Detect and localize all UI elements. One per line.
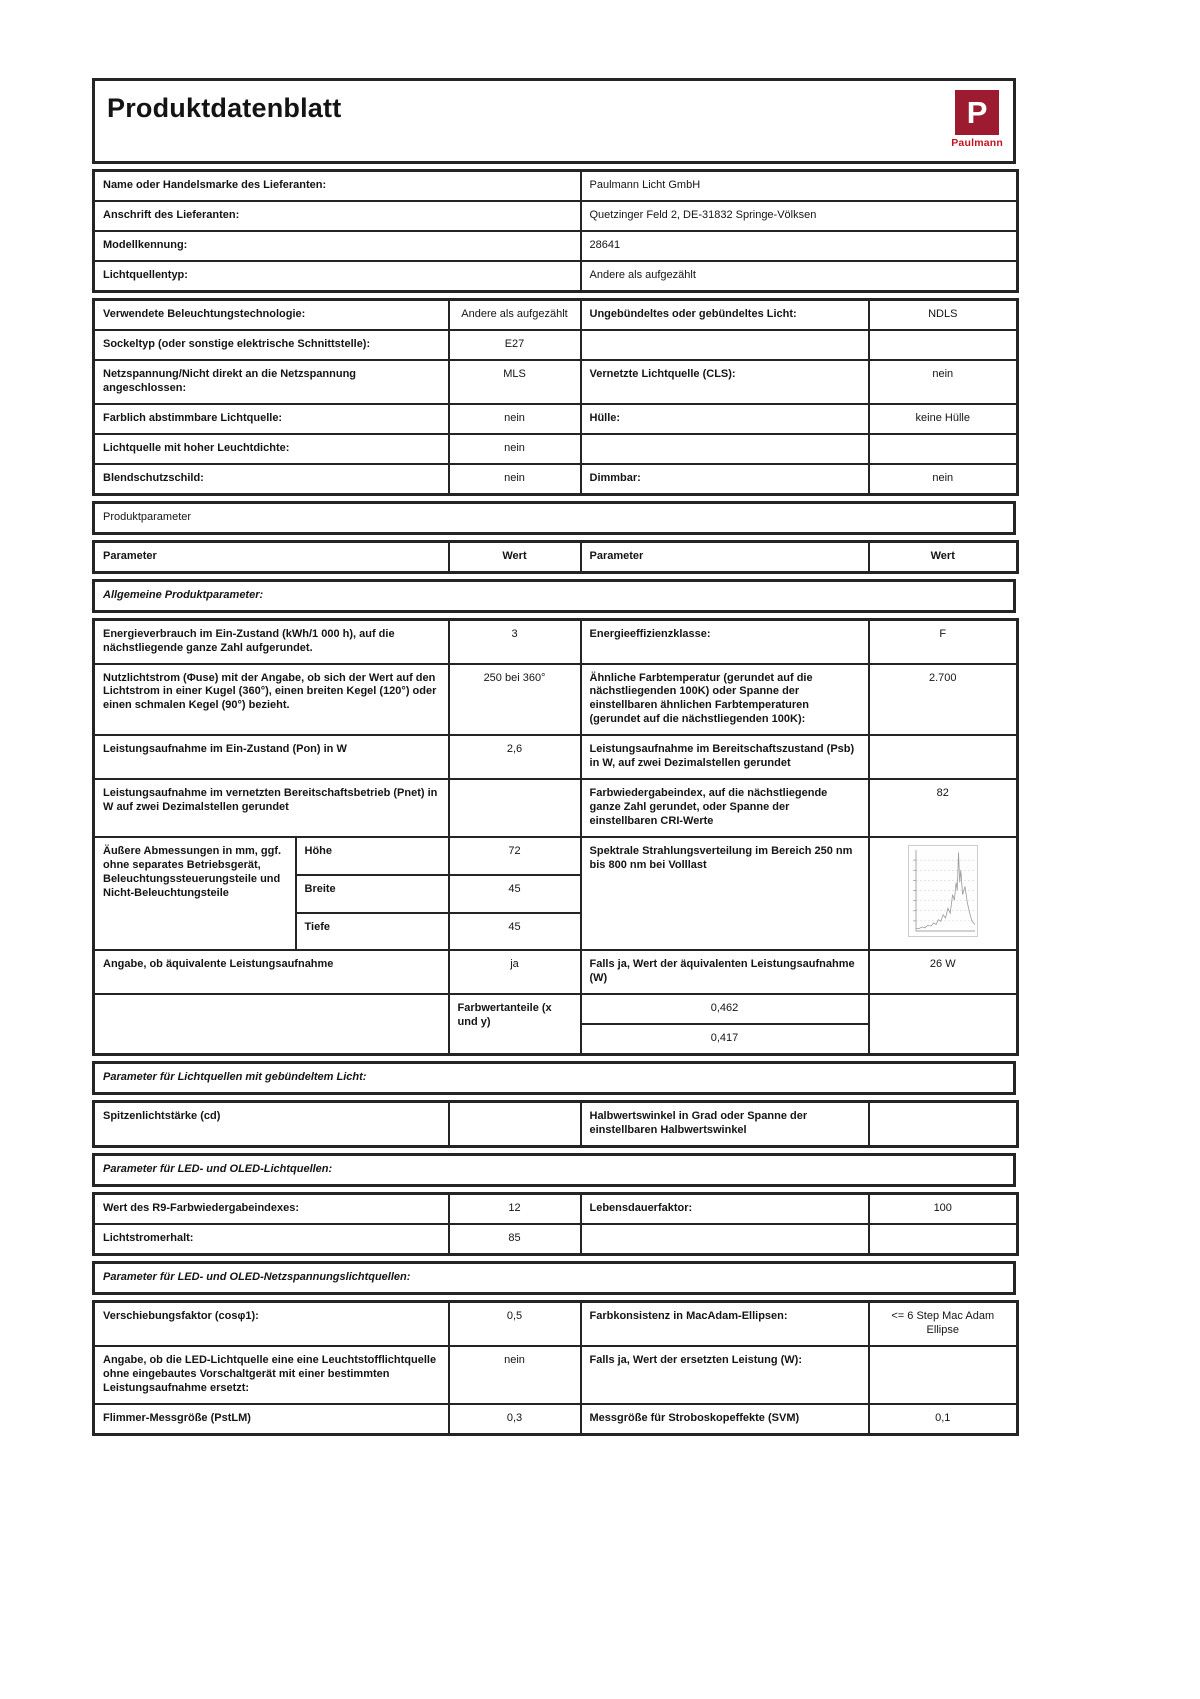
spectral-label-cell: Spektrale Strahlungsverteilung im Bereich 250 nm bis 800 nm bei Volllast: [581, 837, 869, 950]
table-row: [94, 360, 1018, 404]
table-row: [94, 664, 1018, 736]
value-cell: [869, 434, 1018, 464]
label-cell: Energieeffizienzklasse:: [581, 619, 869, 663]
label-cell: Leistungsaufnahme im Bereitschaftszustand (Psb) in W, auf zwei Dezimalstellen gerundet: [581, 735, 869, 779]
beamed-parameters-table: [92, 1100, 1019, 1148]
value-cell: keine Hülle: [869, 404, 1018, 434]
value-cell: Paulmann Licht GmbH: [581, 171, 1018, 201]
value-cell: Andere als aufgezählt: [581, 261, 1018, 291]
table-row: [94, 994, 1018, 1024]
label-cell: Farbwiedergabeindex, auf die nächstliegende ganze Zahl gerundet, oder Spanne der einstellbaren CRI-Werte: [581, 779, 869, 837]
label-cell: Verwendete Beleuchtungstechnologie:: [94, 299, 449, 329]
label-cell: Netzspannung/Nicht direkt an die Netzspannung angeschlossen:: [94, 360, 449, 404]
header-cell: Wert: [449, 541, 581, 572]
table-row: [94, 779, 1018, 837]
table-row: [94, 171, 1018, 201]
value-cell: 0,1: [869, 1404, 1018, 1434]
empty-cell: [94, 994, 449, 1054]
label-cell: Angabe, ob die LED-Lichtquelle eine eine Leuchtstofflichtquelle ohne eingebautes Vorschaltgerät mit einer bestimmten Leistungsaufnahme ersetzt:: [94, 1346, 449, 1404]
table-row: [94, 261, 1018, 291]
label-cell: Hülle:: [581, 404, 869, 434]
table-row: [94, 1404, 1018, 1434]
section-led-heading: [92, 1153, 1016, 1187]
label-cell: Verschiebungsfaktor (cosφ1):: [94, 1301, 449, 1345]
header-cell: Wert: [869, 541, 1018, 572]
dimension-value-cell: 45: [449, 875, 581, 913]
value-cell: F: [869, 619, 1018, 663]
value-cell: [869, 1102, 1018, 1147]
value-cell: [869, 1224, 1018, 1254]
label-cell: [581, 434, 869, 464]
value-cell: nein: [449, 434, 581, 464]
value-cell: Quetzinger Feld 2, DE-31832 Springe-Völksen: [581, 201, 1018, 231]
table-row: [94, 434, 1018, 464]
value-cell: 2,6: [449, 735, 581, 779]
label-cell: Name oder Handelsmarke des Lieferanten:: [94, 171, 581, 201]
characteristics-table: [92, 298, 1019, 496]
table-row: [94, 1262, 1015, 1293]
table-row: [94, 735, 1018, 779]
value-cell: [449, 1102, 581, 1147]
label-cell: Vernetzte Lichtquelle (CLS):: [581, 360, 869, 404]
band-title: Produktparameter: [94, 502, 1015, 533]
value-cell: 100: [869, 1193, 1018, 1223]
section-title: Parameter für LED- und OLED-Netzspannungslichtquellen:: [94, 1262, 1015, 1293]
section-title: Parameter für Lichtquellen mit gebündeltem Licht:: [94, 1063, 1015, 1094]
supplier-table: [92, 169, 1019, 293]
label-cell: Lichtquellentyp:: [94, 261, 581, 291]
table-row: [94, 1224, 1018, 1254]
label-cell: Farblich abstimmbare Lichtquelle:: [94, 404, 449, 434]
table-row: [94, 1063, 1015, 1094]
table-row: [94, 231, 1018, 261]
label-cell: [581, 330, 869, 360]
value-cell: 0,5: [449, 1301, 581, 1345]
dimension-value-cell: 72: [449, 837, 581, 875]
label-cell: Modellkennung:: [94, 231, 581, 261]
table-row: [94, 1193, 1018, 1223]
table-row: [94, 201, 1018, 231]
label-cell: Spitzenlichtstärke (cd): [94, 1102, 449, 1147]
value-cell: [869, 1346, 1018, 1404]
spectral-chart-cell: [869, 837, 1018, 950]
label-cell: Halbwertswinkel in Grad oder Spanne der einstellbaren Halbwertswinkel: [581, 1102, 869, 1147]
section-title: Allgemeine Produktparameter:: [94, 580, 1015, 611]
label-cell: Messgröße für Stroboskopeffekte (SVM): [581, 1404, 869, 1434]
table-row: [94, 1102, 1018, 1147]
table-row: [94, 404, 1018, 434]
value-cell: nein: [869, 464, 1018, 494]
paulmann-logo-wordmark: Paulmann: [951, 137, 1003, 149]
value-cell: 26 W: [869, 950, 1018, 994]
paulmann-logo: [951, 90, 1003, 149]
value-cell: [449, 779, 581, 837]
mains-parameters-table: [92, 1300, 1019, 1436]
value-cell: E27: [449, 330, 581, 360]
label-cell: Lichtquelle mit hoher Leuchtdichte:: [94, 434, 449, 464]
page-title: Produktdatenblatt: [107, 93, 342, 123]
value-cell: nein: [449, 464, 581, 494]
value-cell: nein: [449, 404, 581, 434]
section-beamed-heading: [92, 1061, 1016, 1095]
spectral-distribution-chart: [908, 845, 978, 937]
logo-letter: P: [966, 95, 988, 130]
table-row: [94, 1154, 1015, 1185]
label-cell: Falls ja, Wert der ersetzten Leistung (W):: [581, 1346, 869, 1404]
label-cell: Nutzlichtstrom (Φuse) mit der Angabe, ob sich der Wert auf den Lichtstrom in einer Kugel (360°), einen breiten Kegel (120°) oder einen schmalen Kegel (90°) bezieht.: [94, 664, 449, 736]
value-cell: ja: [449, 950, 581, 994]
value-cell: Andere als aufgezählt: [449, 299, 581, 329]
empty-cell: [869, 994, 1018, 1054]
general-parameters-table: [92, 618, 1019, 1057]
value-cell: 250 bei 360°: [449, 664, 581, 736]
table-row: [94, 619, 1018, 663]
label-cell: Lebensdauerfaktor:: [581, 1193, 869, 1223]
value-cell: 82: [869, 779, 1018, 837]
title-box: [92, 78, 1016, 164]
section-general-heading: [92, 579, 1016, 613]
label-cell: Ähnliche Farbtemperatur (gerundet auf die nächstliegenden 100K) oder Spanne der einstellbaren ähnlichen Farbtemperaturen (gerundet auf die nächstliegenden 100K):: [581, 664, 869, 736]
label-cell: Wert des R9-Farbwiedergabeindexes:: [94, 1193, 449, 1223]
dimension-name-cell: Höhe: [296, 837, 449, 875]
value-cell: 85: [449, 1224, 581, 1254]
label-cell: [581, 1224, 869, 1254]
section-mains-heading: [92, 1261, 1016, 1295]
table-row: [94, 541, 1018, 572]
label-cell: Ungebündeltes oder gebündeltes Licht:: [581, 299, 869, 329]
value-cell: 0,3: [449, 1404, 581, 1434]
label-cell: Dimmbar:: [581, 464, 869, 494]
table-row: [94, 580, 1015, 611]
table-row: [94, 1301, 1018, 1345]
header-cell: Parameter: [581, 541, 869, 572]
value-cell: MLS: [449, 360, 581, 404]
header-cell: Parameter: [94, 541, 449, 572]
value-cell: [869, 735, 1018, 779]
label-cell: Leistungsaufnahme im Ein-Zustand (Pon) in W: [94, 735, 449, 779]
dimension-name-cell: Tiefe: [296, 913, 449, 951]
value-cell: 2.700: [869, 664, 1018, 736]
section-title: Parameter für LED- und OLED-Lichtquellen:: [94, 1154, 1015, 1185]
value-cell: nein: [869, 360, 1018, 404]
value-cell: <= 6 Step Mac Adam Ellipse: [869, 1301, 1018, 1345]
label-cell: Anschrift des Lieferanten:: [94, 201, 581, 231]
chromaticity-label-cell: Farbwertanteile (x und y): [449, 994, 581, 1054]
table-row: [94, 502, 1015, 533]
label-cell: Blendschutzschild:: [94, 464, 449, 494]
value-cell: 28641: [581, 231, 1018, 261]
label-cell: Angabe, ob äquivalente Leistungsaufnahme: [94, 950, 449, 994]
label-cell: Leistungsaufnahme im vernetzten Bereitschaftsbetrieb (Pnet) in W auf zwei Dezimalstellen gerundet: [94, 779, 449, 837]
value-cell: 3: [449, 619, 581, 663]
datasheet-page: [92, 78, 1016, 1436]
parameter-header-table: [92, 540, 1019, 574]
dimension-value-cell: 45: [449, 913, 581, 951]
dimensions-label-cell: Äußere Abmessungen in mm, ggf. ohne separates Betriebsgerät, Beleuchtungssteuerungsteile und Nicht-Beleuchtungsteile: [94, 837, 296, 950]
label-cell: Farbkonsistenz in MacAdam-Ellipsen:: [581, 1301, 869, 1345]
value-cell: [869, 330, 1018, 360]
label-cell: Sockeltyp (oder sonstige elektrische Schnittstelle):: [94, 330, 449, 360]
table-row: [94, 950, 1018, 994]
table-row: [94, 464, 1018, 494]
product-parameter-band: [92, 501, 1016, 535]
chromaticity-x-cell: 0,462: [581, 994, 869, 1024]
paulmann-logo-mark-icon: [955, 90, 999, 135]
led-parameters-table: [92, 1192, 1019, 1256]
value-cell: 12: [449, 1193, 581, 1223]
table-row: [94, 299, 1018, 329]
value-cell: NDLS: [869, 299, 1018, 329]
table-row: [94, 1346, 1018, 1404]
label-cell: Flimmer-Messgröße (PstLM): [94, 1404, 449, 1434]
chromaticity-y-cell: 0,417: [581, 1024, 869, 1054]
label-cell: Energieverbrauch im Ein-Zustand (kWh/1 000 h), auf die nächstliegende ganze Zahl aufgerundet.: [94, 619, 449, 663]
label-cell: Falls ja, Wert der äquivalenten Leistungsaufnahme (W): [581, 950, 869, 994]
label-cell: Lichtstromerhalt:: [94, 1224, 449, 1254]
table-row: [94, 837, 1018, 875]
dimension-name-cell: Breite: [296, 875, 449, 913]
value-cell: nein: [449, 1346, 581, 1404]
table-row: [94, 330, 1018, 360]
